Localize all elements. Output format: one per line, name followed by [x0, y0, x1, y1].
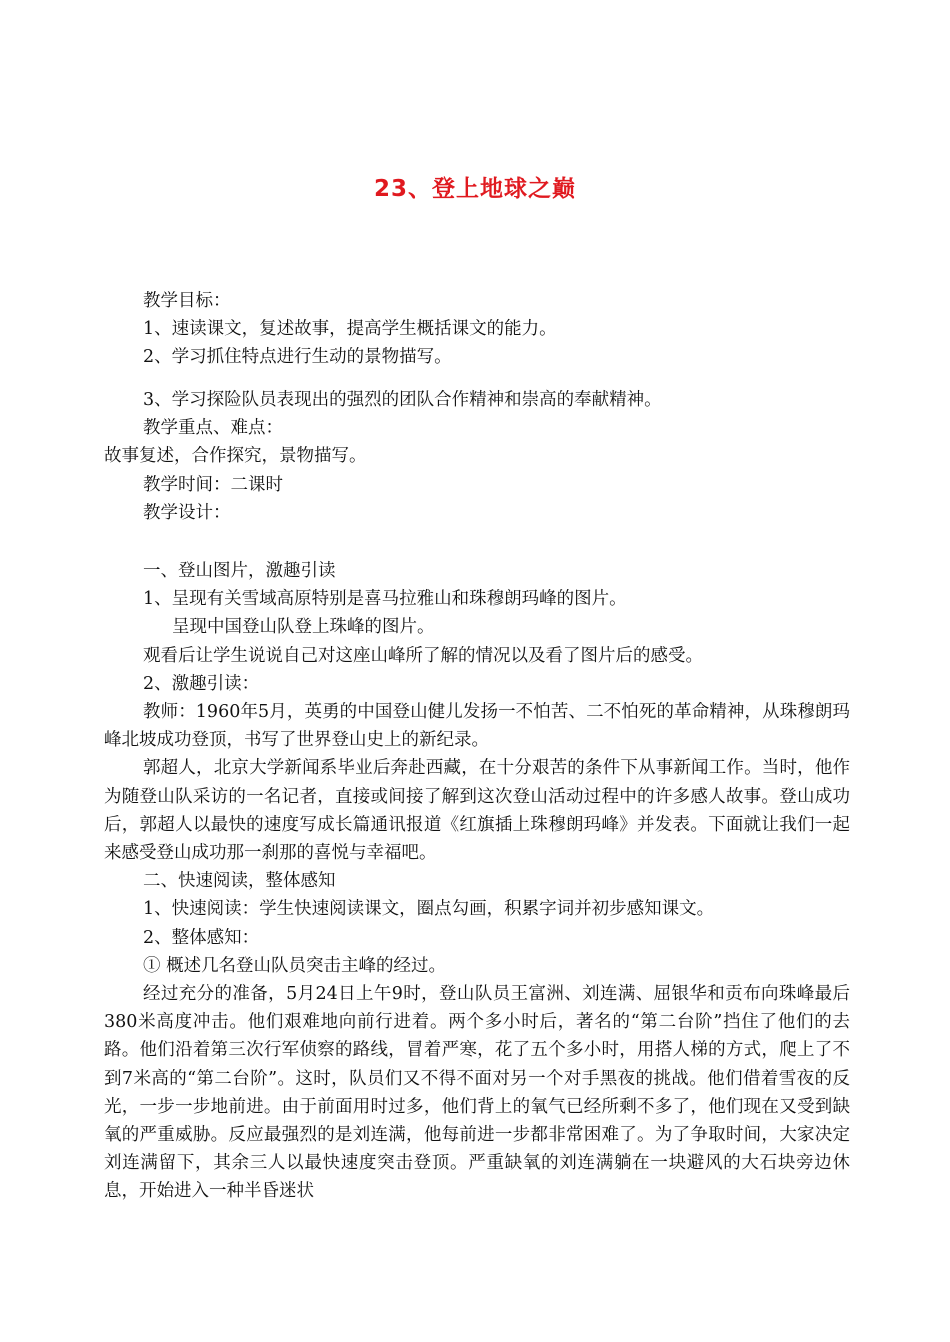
teaching-time: 教学时间：二课时: [143, 474, 283, 495]
section-one: [104, 557, 850, 1206]
section2-heading: 二、快速阅读，整体感知: [143, 871, 336, 892]
section1-step1-after: 观看后让学生说说自己对这座山峰所了解的情况以及看了图片后的感受。: [143, 645, 703, 666]
design-heading: 教学设计：: [143, 502, 231, 523]
section1-heading: 一、登山图片，激趣引读: [143, 561, 336, 581]
objectives-block: [104, 287, 850, 372]
section1-step1: 1、呈现有关雪域高原特别是喜马拉雅山和珠穆朗玛峰的图片。: [143, 589, 627, 610]
section1-step1-sub: 呈现中国登山队登上珠峰的图片。: [172, 617, 435, 638]
key-points-text: 故事复述，合作探究，景物描写。: [104, 446, 367, 467]
section2-paragraph: 经过充分的准备，5月24日上午9时，登山队员王富洲、刘连满、屈银华和贡布向珠峰最后380米高度冲击。他们艰难地向前行进着。两个多小时后，著名的“第二台阶”挡住了他们的去路。他们沿着第三次行军侦察的路线，冒着严寒，花了五个多小时，用搭人梯的方式，爬上了不到7米高的“第二台阶”。这时，队员们又不得不面对另一个对手黑夜的挑战。他们借着雪夜的反光，一步一步地前进。由于前面用时过多，他们背上的氧气已经所剩不多了，他们现在又受到缺氧的严重威胁。反应最强烈的是刘连满，他每前进一步都非常困难了。为了争取时间，大家决定刘连满留下，其余三人以最快速度突击登顶。严重缺氧的刘连满躺在一块避风的大石块旁边休息，开始进入一种半昏迷状: [104, 984, 850, 1202]
section1-step2: 2、激趣引读：: [143, 673, 260, 694]
main-text-block: [104, 386, 850, 527]
section2-question: ① 概述几名登山队员突击主峰的经过。: [143, 955, 447, 976]
section2-step1: 1、快速阅读：学生快速阅读课文，圈点勾画，积累字词并初步感知课文。: [143, 899, 715, 920]
page-title: 23、登上地球之巅: [373, 176, 576, 202]
section1-paragraph: 郭超人，北京大学新闻系毕业后奔赴西藏，在十分艰苦的条件下从事新闻工作。当时，他作为随登山队采访的一名记者，直接或间接了解到这次登山活动过程中的许多感人故事。登山成功后，郭超人以最快的速度写成长篇通讯报道《红旗插上珠穆朗玛峰》并发表。下面就让我们一起来感受登山成功那一刹那的喜悦与幸福吧。: [104, 758, 850, 864]
section2-step2: 2、整体感知：: [143, 927, 260, 948]
objective-item: 2、学习抓住特点进行生动的景物描写。: [143, 347, 452, 368]
objective-item: 1、速读课文，复述故事，提高学生概括课文的能力。: [143, 319, 557, 340]
key-points-heading: 教学重点、难点：: [143, 418, 283, 439]
objective-item: 3、学习探险队员表现出的强烈的团队合作精神和崇高的奉献精神。: [143, 390, 662, 410]
section1-paragraph: 教师：1960年5月，英勇的中国登山健儿发扬一不怕苦、二不怕死的革命精神，从珠穆朗玛峰北坡成功登顶，书写了世界登山史上的新纪录。: [104, 702, 850, 751]
objectives-heading: 教学目标：: [143, 291, 231, 311]
